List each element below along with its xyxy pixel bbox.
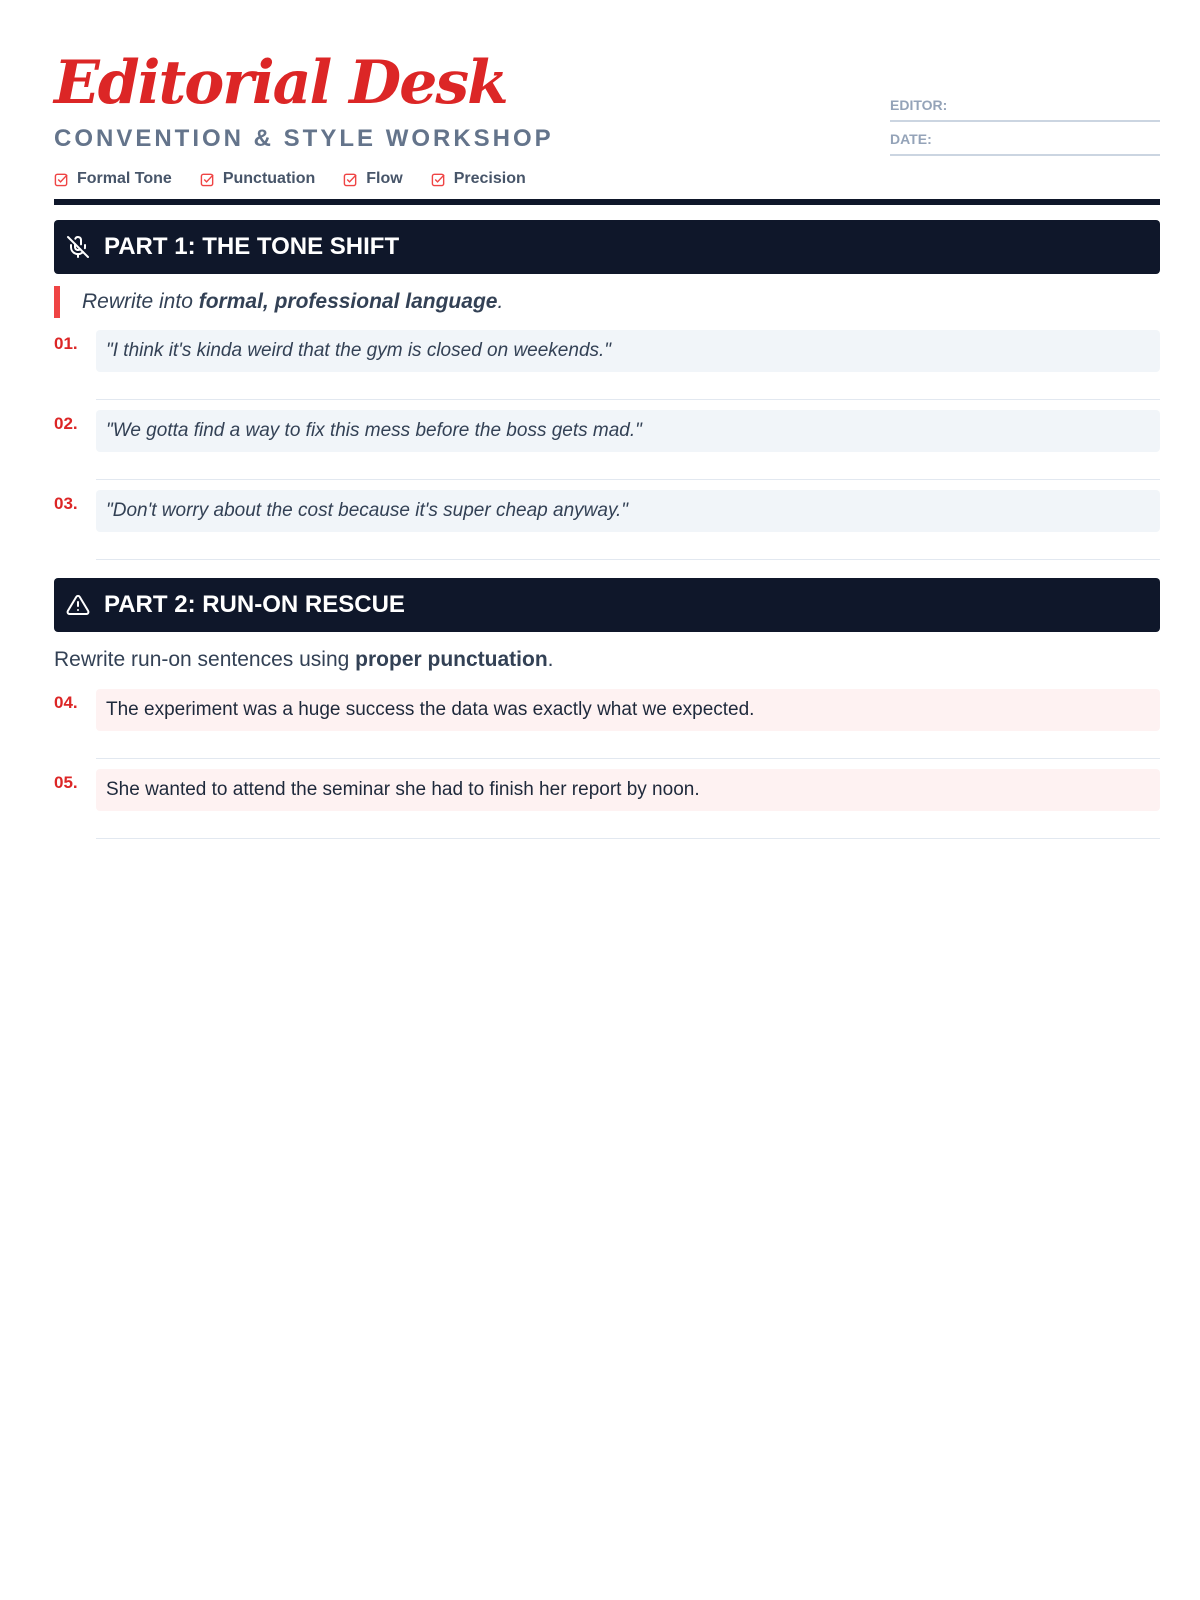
instruction-suffix: . [547,648,554,671]
checkbox-checked-icon [431,172,446,187]
prompt-text: "I think it's kinda weird that the gym is closed on weekends." [106,340,612,361]
date-label: DATE: [890,131,932,147]
exercise-item [54,330,1160,400]
answer-line[interactable] [96,559,1160,560]
tag-label: Flow [366,170,403,187]
answer-line[interactable] [96,838,1160,839]
item-number: 04. [54,693,78,712]
exercise-item [54,769,1160,839]
prompt-text: "Don't worry about the cost because it's super cheap anyway." [106,500,629,521]
tag-flow [343,170,402,188]
instruction-emphasis: proper punctuation [355,648,548,671]
exercise-item [54,410,1160,480]
instruction-prefix: Rewrite into [82,290,199,313]
editor-field[interactable] [890,90,1160,122]
section-title: PART 2: RUN-ON RESCUE [104,591,405,618]
section-header-part2 [54,578,1160,632]
checkbox-checked-icon [200,172,215,187]
instruction-prefix: Rewrite run-on sentences using [54,648,356,671]
prompt-text: She wanted to attend the seminar she had to finish her report by noon. [106,779,700,800]
instruction-emphasis: formal, professional language [198,290,498,313]
item-number: 03. [54,494,78,513]
prompt-box [96,689,1160,731]
prompt-box [96,490,1160,532]
worksheet-page [54,0,1160,800]
part1-instruction [54,286,503,318]
tag-label: Punctuation [222,170,316,187]
header-divider [54,199,1160,205]
tag-punctuation [200,170,315,188]
prompt-box [96,330,1160,372]
exercise-item [54,490,1160,560]
tag-formal-tone [54,170,172,188]
answer-line[interactable] [96,479,1160,480]
date-field[interactable] [890,122,1160,156]
prompt-box [96,410,1160,452]
checkbox-checked-icon [343,172,358,187]
section-header-part1 [54,220,1160,274]
part2-instruction [54,648,554,672]
tag-label: Formal Tone [77,170,172,187]
answer-line[interactable] [96,758,1160,759]
answer-line[interactable] [96,399,1160,400]
prompt-text: The experiment was a huge success the data was exactly what we expected. [106,699,755,720]
mic-off-icon [66,235,90,259]
tag-precision [431,170,526,188]
tag-label: Precision [453,170,526,187]
page-title: Editorial Desk [54,48,507,118]
item-number: 05. [54,773,78,792]
item-number: 01. [54,334,78,353]
editor-label: EDITOR: [890,97,948,113]
prompt-text: "We gotta find a way to fix this mess before the boss gets mad." [106,420,642,441]
exercise-item [54,689,1160,759]
item-number: 02. [54,414,78,433]
warning-icon [66,593,90,617]
checkbox-checked-icon [54,172,69,187]
page-subtitle: CONVENTION & STYLE WORKSHOP [54,125,554,152]
prompt-box [96,769,1160,811]
meta-fields [890,90,1160,156]
worksheet-header [54,0,1160,206]
section-title: PART 1: THE TONE SHIFT [104,233,400,260]
instruction-suffix: . [497,290,504,313]
skill-tags [54,170,554,188]
